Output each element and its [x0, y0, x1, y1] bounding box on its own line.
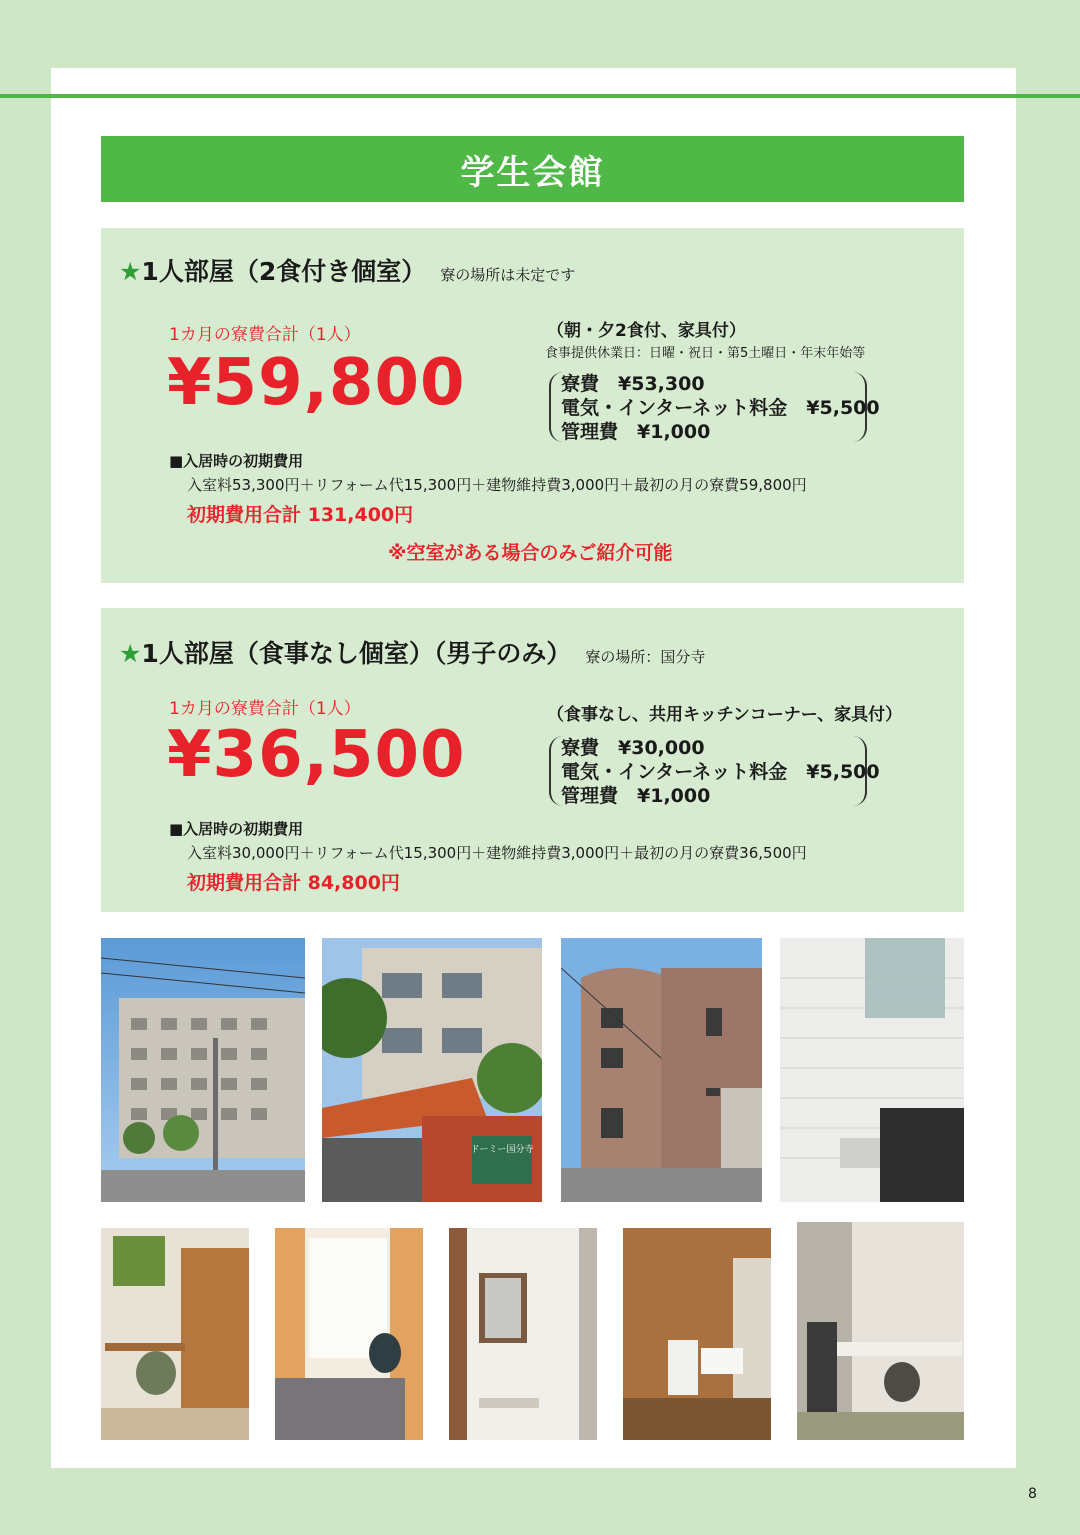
- heading-text: 1人部屋（2食付き個室）: [141, 257, 427, 286]
- heading-text: 1人部屋（食事なし個室）（男子のみ）: [141, 639, 572, 668]
- fee-item: 管理費 ¥1,000: [561, 785, 711, 807]
- fee-item: 管理費 ¥1,000: [561, 421, 711, 443]
- building-photo-2: [322, 938, 542, 1202]
- star-icon: ★: [119, 257, 142, 286]
- building-photo-1: [101, 938, 305, 1202]
- interior-photo-2: [275, 1228, 423, 1440]
- initial-cost-detail: 入室料53,300円＋リフォーム代15,300円＋建物維持費3,000円＋最初の月の寮費59,800円: [187, 476, 807, 494]
- monthly-label: 1カ月の寮費合計（1人）: [169, 699, 361, 719]
- top-rule: [0, 94, 1080, 98]
- location-note: 寮の場所：国分寺: [585, 648, 706, 666]
- fee-breakdown: [549, 736, 880, 807]
- dormy-sign-text: ドーミー国分寺: [470, 1145, 534, 1155]
- interior-photo-5: [797, 1222, 964, 1440]
- meals-note: （朝・夕2食付、家具付）: [547, 321, 746, 341]
- monthly-price: ¥36,500: [167, 718, 466, 792]
- monthly-label: 1カ月の寮費合計（1人）: [169, 325, 361, 345]
- page-title: 学生会館: [101, 136, 964, 202]
- page-number: 8: [1028, 1486, 1037, 1502]
- section-no-meals-room: [101, 608, 964, 912]
- initial-cost-total: 初期費用合計 84,800円: [187, 872, 400, 894]
- fee-item: 電気・インターネット料金 ¥5,500: [561, 397, 880, 419]
- monthly-price: ¥59,800: [167, 346, 466, 420]
- fee-breakdown: [549, 372, 880, 443]
- vacancy-note: ※空室がある場合のみご紹介可能: [388, 542, 673, 564]
- interior-photo-3: [449, 1228, 597, 1440]
- interior-photo-1: [101, 1228, 249, 1440]
- meals-note: （食事なし、共用キッチンコーナー、家具付）: [547, 705, 903, 725]
- fee-item: 寮費 ¥53,300: [561, 373, 705, 395]
- initial-cost-detail: 入室料30,000円＋リフォーム代15,300円＋建物維持費3,000円＋最初の月の寮費36,500円: [187, 844, 807, 862]
- initial-cost-heading: ■入居時の初期費用: [169, 452, 304, 470]
- building-photo-4: [780, 938, 964, 1202]
- star-icon: ★: [119, 639, 142, 668]
- interior-photo-4: [623, 1228, 771, 1440]
- initial-cost-heading: ■入居時の初期費用: [169, 820, 304, 838]
- meal-closed-days: 食事提供休業日：日曜・祝日・第5土曜日・年末年始等: [545, 346, 866, 361]
- section-heading: [119, 634, 705, 670]
- location-note: 寮の場所は未定です: [440, 266, 576, 284]
- section-heading: [119, 252, 575, 288]
- fee-item: 電気・インターネット料金 ¥5,500: [561, 761, 880, 783]
- building-photo-3: [561, 938, 762, 1202]
- fee-item: 寮費 ¥30,000: [561, 737, 705, 759]
- initial-cost-total: 初期費用合計 131,400円: [187, 504, 414, 526]
- section-meals-room: [101, 228, 964, 583]
